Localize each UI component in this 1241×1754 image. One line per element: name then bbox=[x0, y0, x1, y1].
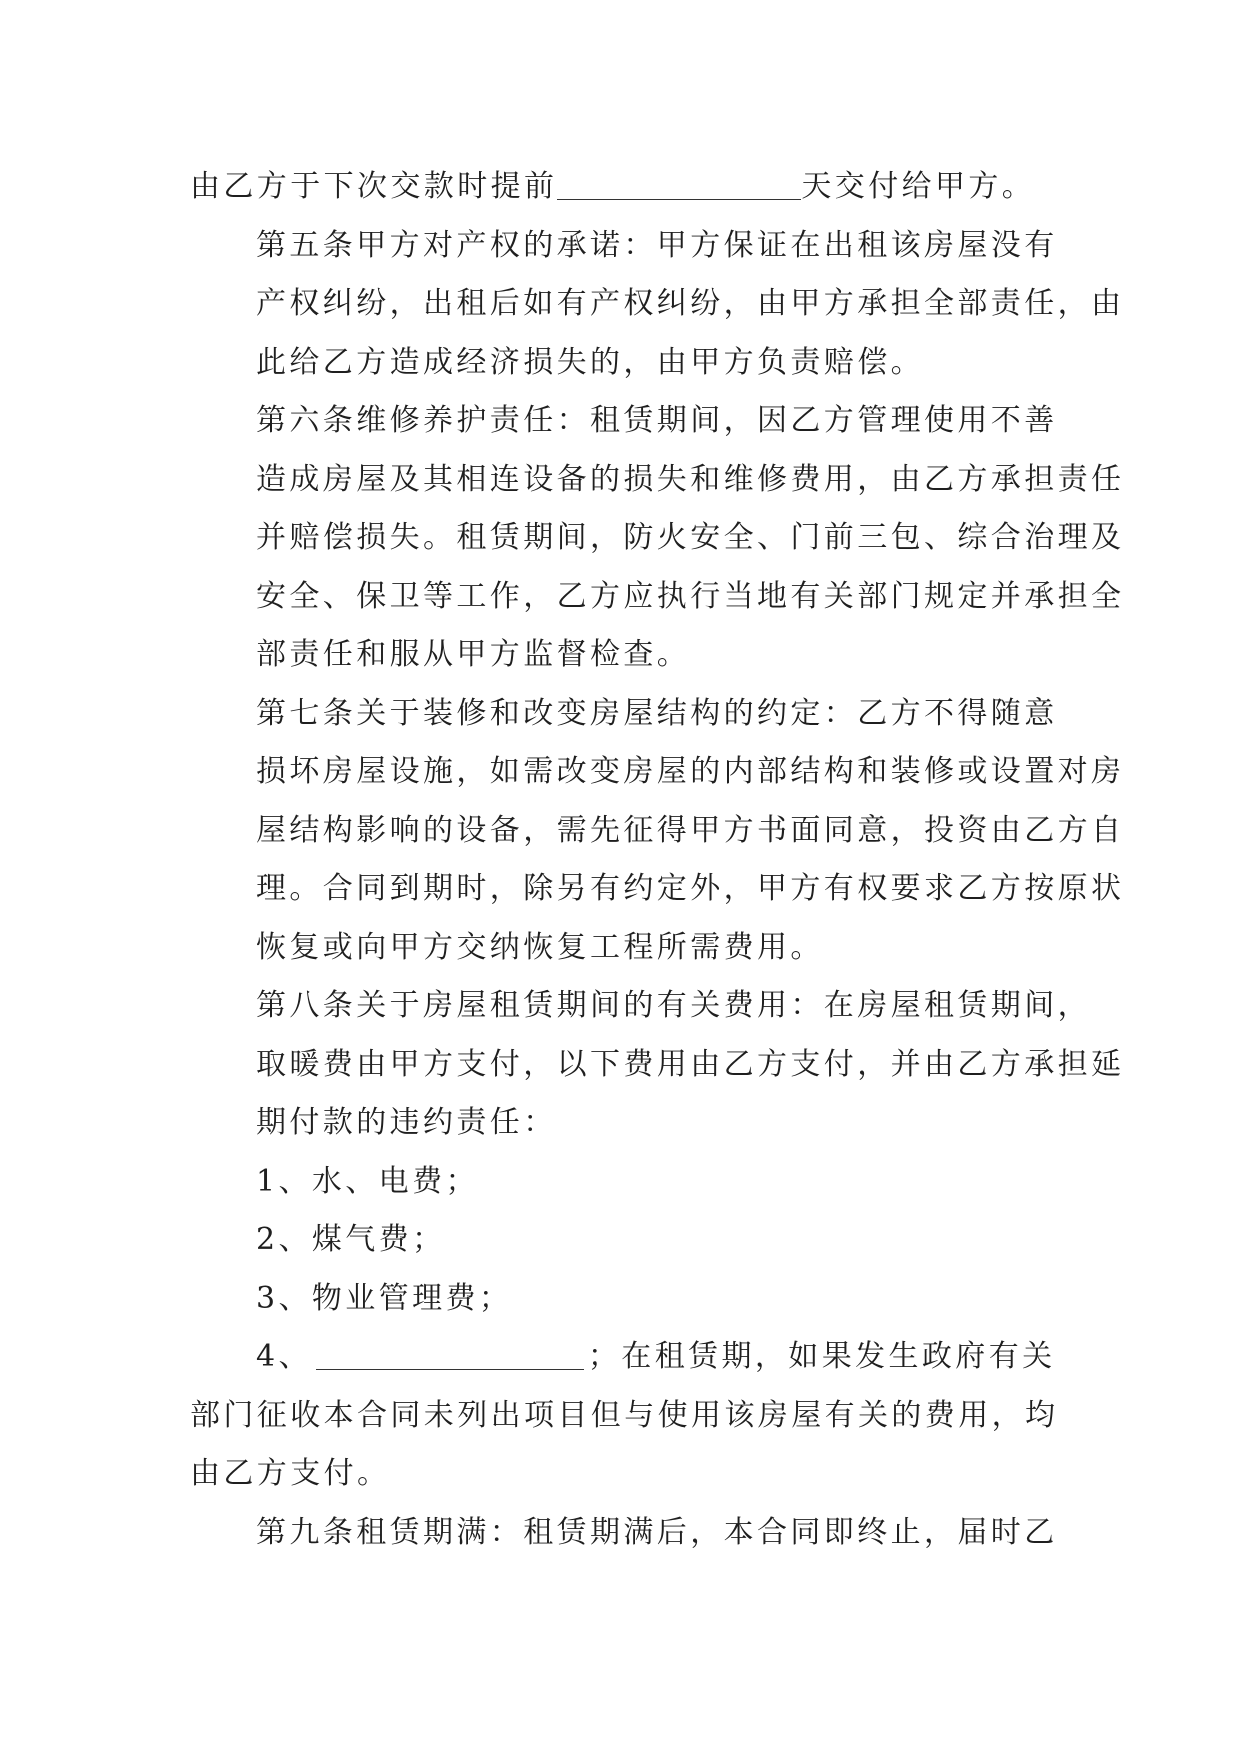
article-6-line: 部责任和服从甲方监督检查。 bbox=[256, 637, 691, 672]
fee-item-3: 3、物业管理费； bbox=[256, 1280, 513, 1316]
paragraph-payment-timing bbox=[190, 158, 1058, 217]
article-5-property-rights bbox=[190, 217, 1125, 393]
article-7-renovation bbox=[190, 685, 1125, 978]
article-6-maintenance bbox=[190, 392, 1125, 685]
article-6-line: 并赔偿损失。租赁期间，防火安全、门前三包、综合治理及 bbox=[256, 520, 1125, 555]
article-7-line: 理。合同到期时，除另有约定外，甲方有权要求乙方按原状 bbox=[256, 871, 1125, 906]
fee-item-1: 1、水、电费； bbox=[256, 1163, 479, 1199]
fee-item-4-line: 由乙方支付。 bbox=[190, 1456, 391, 1491]
article-5-line: 产权纠纷，出租后如有产权纠纷，由甲方承担全部责任，由 bbox=[256, 286, 1125, 321]
article-5-line: 第五条甲方对产权的承诺：甲方保证在出租该房屋没有 bbox=[256, 227, 1058, 263]
article-6-line: 造成房屋及其相连设备的损失和维修费用，由乙方承担责任 bbox=[256, 461, 1125, 497]
article-7-line: 屋结构影响的设备，需先征得甲方书面同意，投资由乙方自 bbox=[256, 812, 1125, 848]
article-8-line: 期付款的违约责任： bbox=[256, 1105, 557, 1140]
fee-item-4-continuation bbox=[190, 1387, 1058, 1504]
payment-timing-text-end: 天交付给甲方。 bbox=[801, 169, 1036, 204]
article-9-lease-expiry: 第九条租赁期满：租赁期满后，本合同即终止，届时乙 bbox=[256, 1514, 1058, 1550]
fee-item-4-line: 部门征收本合同未列出项目但与使用该房屋有关的费用，均 bbox=[190, 1397, 1059, 1433]
article-8-line: 第八条关于房屋租赁期间的有关费用：在房屋租赁期间， bbox=[256, 988, 1091, 1023]
article-6-line: 第六条维修养护责任：租赁期间，因乙方管理使用不善 bbox=[256, 403, 1058, 438]
article-8-fees bbox=[190, 977, 1125, 1153]
fee-item-2: 2、煤气费； bbox=[256, 1222, 446, 1257]
article-7-line: 恢复或向甲方交纳恢复工程所需费用。 bbox=[256, 929, 824, 965]
document-body bbox=[190, 158, 1125, 1562]
fee-item-4-prefix: 4、 bbox=[256, 1339, 312, 1374]
article-8-line: 取暖费由甲方支付，以下费用由乙方支付，并由乙方承担延 bbox=[256, 1046, 1125, 1082]
article-7-line: 第七条关于装修和改变房屋结构的约定：乙方不得随意 bbox=[256, 695, 1058, 731]
article-5-line: 此给乙方造成经济损失的，由甲方负责赔偿。 bbox=[256, 344, 924, 380]
fee-item-4-blank-field[interactable] bbox=[316, 1339, 584, 1370]
payment-timing-text: 由乙方于下次交款时提前 bbox=[190, 169, 558, 204]
article-6-line: 安全、保卫等工作，乙方应执行当地有关部门规定并承担全 bbox=[256, 578, 1125, 614]
days-blank-field[interactable] bbox=[557, 169, 801, 200]
article-7-line: 损坏房屋设施，如需改变房屋的内部结构和装修或设置对房 bbox=[256, 754, 1125, 789]
fee-item-4-first-line bbox=[190, 1328, 1058, 1387]
fee-item-4-text: ；在租赁期，如果发生政府有关 bbox=[587, 1339, 1056, 1374]
fee-item-4 bbox=[190, 1328, 1058, 1387]
